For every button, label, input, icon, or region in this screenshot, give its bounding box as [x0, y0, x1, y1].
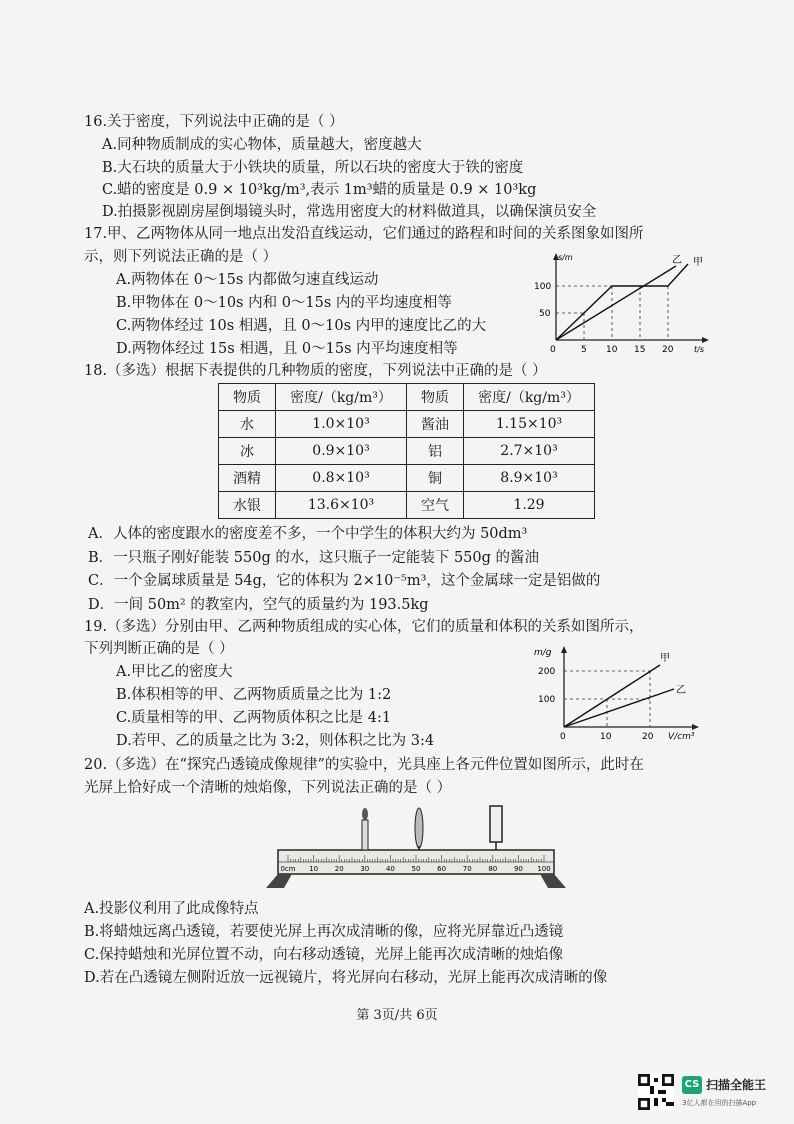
table-header-cell: 物质 — [219, 384, 276, 411]
table-cell: 冰 — [219, 438, 276, 465]
bench-tick-label: 80 — [488, 865, 498, 873]
density-table — [218, 383, 595, 519]
table-row — [219, 411, 595, 438]
q19-xtick-0: 0 — [560, 732, 566, 742]
bench-tick-label: 30 — [360, 865, 370, 873]
table-cell: 水银 — [219, 492, 276, 519]
scanner-brand: 扫描全能王 — [706, 1078, 767, 1092]
scanner-tagline: 3亿人都在用的扫描App — [682, 1099, 757, 1107]
q19-option-a: A.甲比乙的密度大 — [116, 664, 233, 680]
table-cell: 1.0×10³ — [276, 411, 407, 438]
q19-stem-line2: 下列判断正确的是（ ） — [84, 641, 234, 657]
table-row — [219, 492, 595, 519]
q19-xtick-20: 20 — [642, 732, 654, 742]
q17-option-a: A.两物体在 0～15s 内都做匀速直线运动 — [116, 272, 379, 288]
bench-tick-label: 40 — [385, 865, 395, 873]
table-cell: 0.8×10³ — [276, 465, 407, 492]
q16-stem: 16.关于密度，下列说法中正确的是（ ） — [84, 114, 344, 130]
table-header-row — [219, 384, 595, 411]
q18-option-c: C．一个金属球质量是 54g，它的体积为 2×10⁻⁵m³，这个金属球一定是铝做的 — [88, 573, 601, 589]
bench-tick-label: 70 — [462, 865, 472, 873]
q19-ytick-200: 200 — [538, 667, 556, 677]
q16-option-d: D.拍摄影视剧房屋倒塌镜头时，常选用密度大的材料做道具，以确保演员安全 — [102, 204, 597, 220]
q16-option-a: A.同种物质制成的实心物体，质量越大，密度越大 — [102, 137, 422, 153]
q19-ytick-100: 100 — [538, 695, 556, 705]
q20-option-b: B.将蜡烛远离凸透镜，若要使光屏上再次成清晰的像，应将光屏靠近凸透镜 — [84, 924, 564, 940]
q19-option-b: B.体积相等的甲、乙两物质质量之比为 1:2 — [116, 687, 392, 703]
q19-stem-line1: 19.（多选）分别由甲、乙两种物质组成的实心体，它们的质量和体积的关系如图所示， — [84, 619, 644, 635]
convex-lens — [415, 808, 423, 848]
page-number: 第 3页/共 6页 — [356, 1008, 438, 1023]
table-header-cell: 密度/（kg/m³） — [464, 384, 595, 411]
qr-code — [638, 1074, 674, 1110]
q18-option-d: D．一间 50m² 的教室内，空气的质量约为 193.5kg — [88, 597, 429, 613]
q19-xlabel: V/cm³ — [668, 732, 695, 742]
q17-xtick-15: 15 — [634, 345, 646, 354]
table-cell: 1.15×10³ — [464, 411, 595, 438]
cs-logo: CS — [682, 1076, 702, 1094]
candle — [362, 820, 368, 850]
q19-series-yi-label: 乙 — [676, 685, 686, 696]
q19-series-yi-line — [564, 689, 674, 727]
q18-stem: 18.（多选）根据下表提供的几种物质的密度，下列说法中正确的是（ ） — [84, 363, 547, 379]
q19-series-jia-line — [564, 665, 660, 727]
q17-xtick-10: 10 — [606, 345, 618, 354]
q17-ytick-100: 100 — [534, 282, 552, 292]
q17-option-c: C.两物体经过 10s 相遇，且 0～10s 内甲的速度比乙的大 — [116, 318, 487, 334]
q17-option-d: D.两物体经过 15s 相遇，且 0～15s 内平均速度相等 — [116, 341, 458, 357]
table-cell: 铝 — [407, 438, 464, 465]
table-row — [219, 438, 595, 465]
bench-tick-label: 50 — [411, 865, 421, 873]
table-cell: 8.9×10³ — [464, 465, 595, 492]
light-screen — [490, 806, 502, 842]
q20-option-d: D.若在凸透镜左侧附近放一远视镜片，将光屏向右移动，光屏上能再次成清晰的像 — [84, 970, 608, 986]
table-cell: 空气 — [407, 492, 464, 519]
q19-option-c: C.质量相等的甲、乙两物质体积之比是 4:1 — [116, 710, 392, 726]
q17-series-yi-line — [556, 266, 676, 340]
bench-tick-label: 90 — [513, 865, 523, 873]
q16-option-b: B.大石块的质量大于小铁块的质量，所以石块的密度大于铁的密度 — [102, 160, 524, 176]
q20-option-c: C.保持蜡烛和光屏位置不动，向右移动透镜，光屏上能再次成清晰的烛焰像 — [84, 947, 564, 963]
q17-stem-line2: 示，则下列说法正确的是（ ） — [84, 249, 278, 265]
q20-stem-line2: 光屏上恰好成一个清晰的烛焰像，下列说法正确的是（ ） — [84, 780, 452, 796]
q17-option-b: B.甲物体在 0～10s 内和 0～15s 内的平均速度相等 — [116, 295, 452, 311]
bench-tick-label: 0cm — [280, 865, 296, 873]
q17-series-yi-label: 乙 — [672, 255, 682, 266]
table-cell: 铜 — [407, 465, 464, 492]
table-cell: 1.29 — [464, 492, 595, 519]
q17-stem-line1: 17.甲、乙两物体从同一地点出发沿直线运动，它们通过的路程和时间的关系图象如图所 — [84, 226, 644, 242]
optical-bench-illustration — [262, 800, 572, 892]
table-header-cell: 密度/（kg/m³） — [276, 384, 407, 411]
q17-ytick-50: 50 — [539, 309, 551, 319]
q17-xtick-5: 5 — [581, 345, 587, 354]
q18-option-b: B．一只瓶子刚好能装 550g 的水，这只瓶子一定能装下 550g 的酱油 — [88, 550, 540, 566]
q17-xlabel: t/s — [694, 345, 704, 354]
table-header-cell: 物质 — [407, 384, 464, 411]
q16-option-c: C.蜡的密度是 0.9 × 10³kg/m³,表示 1m³蜡的质量是 0.9 × 10³kg — [102, 182, 537, 198]
q19-xtick-10: 10 — [600, 732, 612, 742]
q17-ylabel: s/m — [558, 253, 573, 262]
q17-xtick-20: 20 — [662, 345, 674, 354]
bench-tick-label: 20 — [334, 865, 344, 873]
q20-stem-line1: 20.（多选）在“探究凸透镜成像规律”的实验中，光具座上各元件位置如图所示，此时在 — [84, 757, 644, 773]
q19-mv-graph — [530, 643, 710, 743]
table-cell: 酒精 — [219, 465, 276, 492]
table-cell: 酱油 — [407, 411, 464, 438]
q20-option-a: A.投影仪利用了此成像特点 — [84, 901, 259, 917]
table-cell: 13.6×10³ — [276, 492, 407, 519]
q18-option-a: A．人体的密度跟水的密度差不多，一个中学生的体积大约为 50dm³ — [88, 526, 528, 542]
table-row — [219, 465, 595, 492]
table-cell: 0.9×10³ — [276, 438, 407, 465]
q17-xtick-0: 0 — [550, 345, 556, 354]
bench-tick-label: 100 — [537, 865, 551, 873]
q19-ylabel: m/g — [534, 648, 552, 658]
q19-option-d: D.若甲、乙的质量之比为 3:2，则体积之比为 3:4 — [116, 733, 435, 749]
table-cell: 水 — [219, 411, 276, 438]
q17-series-jia-label: 甲 — [693, 257, 703, 268]
bench-tick-label: 10 — [309, 865, 319, 873]
q17-st-graph — [528, 248, 718, 354]
table-cell: 2.7×10³ — [464, 438, 595, 465]
q19-series-jia-label: 甲 — [660, 653, 670, 664]
bench-tick-label: 60 — [437, 865, 447, 873]
candle-flame — [362, 808, 368, 820]
